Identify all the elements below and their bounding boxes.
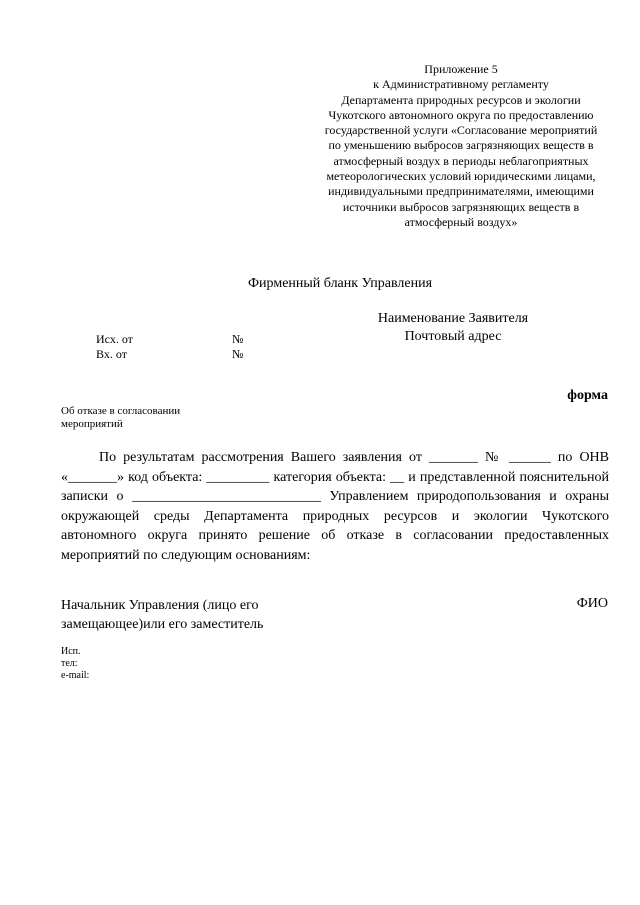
appendix-line: Приложение 5: [424, 62, 498, 76]
addressee-name: Наименование Заявителя: [377, 311, 529, 326]
letter-subject: [61, 405, 180, 431]
signatory-fio: ФИО: [576, 596, 608, 611]
appendix-line: индивидуальными предпринимателями, имеющими: [328, 184, 594, 199]
outgoing-ref-number: №: [232, 332, 244, 346]
appendix-line: атмосферный воздух в периоды неблагоприятных: [333, 153, 589, 168]
executor-label: Исп.: [61, 646, 81, 657]
appendix-line: Департамента природных ресурсов и экологии: [341, 92, 581, 107]
body-paragraph: По результатам рассмотрения Вашего заявления от _______ № ______ по ОНВ «_______» код объекта: _________ категория объекта: __ и представленной пояснительной записки о ___________________________ Управлением природопользования и охраны окружающей среды Департамента природных ресурсов и экологии Чукотского автономного округа принято решение об отказе в согласовании предоставленных мероприятий по следующим основаниям:: [61, 450, 609, 563]
signature-block: [61, 596, 263, 634]
outgoing-ref-label: Исх. от: [96, 332, 133, 346]
form-label: форма: [567, 388, 608, 403]
appendix-line: атмосферный воздух»: [404, 214, 518, 229]
subject-line: мероприятий: [61, 418, 123, 430]
subject-line: Об отказе в согласовании: [61, 405, 181, 417]
appendix-line: к Административному регламенту: [373, 77, 549, 92]
email-label: e-mail:: [61, 670, 90, 681]
appendix-line: источники выбросов загрязняющих веществ в: [342, 199, 580, 214]
addressee-block: [370, 310, 536, 346]
appendix-line: метеорологических условий юридическими лицами,: [326, 169, 596, 184]
executor-contacts: [61, 646, 89, 682]
incoming-ref-label: Вх. от: [96, 347, 127, 361]
letterhead-title: Фирменный бланк Управления: [248, 276, 433, 291]
letter-body: [61, 448, 609, 565]
appendix-line: государственной услуги «Согласование мероприятий: [324, 123, 598, 138]
incoming-ref-number: №: [232, 347, 244, 361]
phone-label: тел:: [61, 658, 78, 669]
appendix-line: по уменьшению выбросов загрязняющих веществ в: [328, 138, 594, 153]
appendix-header: [300, 62, 622, 230]
signatory-line: Начальник Управления (лицо его: [61, 598, 259, 613]
addressee-address: Почтовый адрес: [404, 329, 502, 344]
appendix-line: Чукотского автономного округа по предоставлению: [328, 107, 594, 122]
signatory-line: замещающее)или его заместитель: [61, 617, 264, 632]
